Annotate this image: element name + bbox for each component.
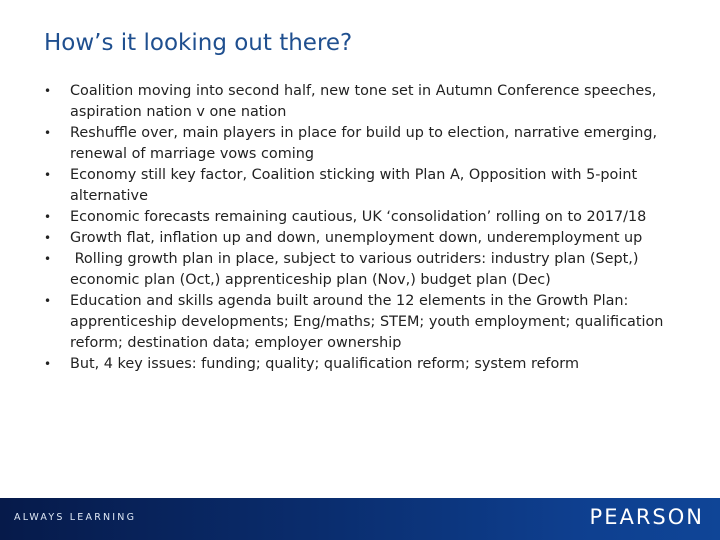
bullet-dot-icon: • [44,294,52,308]
bullet-text: Reshuffle over, main players in place for build up to election, narrative emerging, renewal of marriage vows coming [70,125,658,162]
bullet-item [44,123,694,165]
bullet-text: Rolling growth plan in place, subject to various outriders: industry plan (Sept,) economic plan (Oct,) apprenticeship plan (Nov,) budget plan (Dec) [70,251,644,288]
bullet-item [44,354,694,375]
bullet-item [44,207,694,228]
bullet-dot-icon: • [44,252,52,266]
bullet-item [44,165,694,207]
slide-title: How’s it looking out there? [44,30,353,56]
bullet-dot-icon: • [44,210,52,224]
footer-tagline: ALWAYS LEARNING [14,512,137,523]
bullet-text: Education and skills agenda built around the 12 elements in the Growth Plan: apprenticeship developments; Eng/maths; STEM; youth employment; qualification reform; destination data; employer ownership [70,293,664,351]
bullet-text: Economic forecasts remaining cautious, UK ‘consolidation’ rolling on to 2017/18 [70,209,647,225]
bullet-dot-icon: • [44,168,52,182]
bullet-dot-icon: • [44,231,52,245]
bullet-text: But, 4 key issues: funding; quality; qualification reform; system reform [70,356,579,372]
bullet-dot-icon: • [44,357,52,371]
bullet-dot-icon: • [44,84,52,98]
bullet-item [44,81,694,123]
bullet-item [44,291,694,354]
bullet-list [44,81,694,375]
footer-bar [0,498,720,540]
bullet-text: Coalition moving into second half, new tone set in Autumn Conference speeches, aspiration nation v one nation [70,83,657,120]
pearson-logo: PEARSON [589,505,704,529]
bullet-item [44,249,694,291]
bullet-text: Growth flat, inflation up and down, unemployment down, underemployment up [70,230,643,246]
bullet-dot-icon: • [44,126,52,140]
bullet-text: Economy still key factor, Coalition sticking with Plan A, Opposition with 5-point alternative [70,167,638,204]
bullet-item [44,228,694,249]
